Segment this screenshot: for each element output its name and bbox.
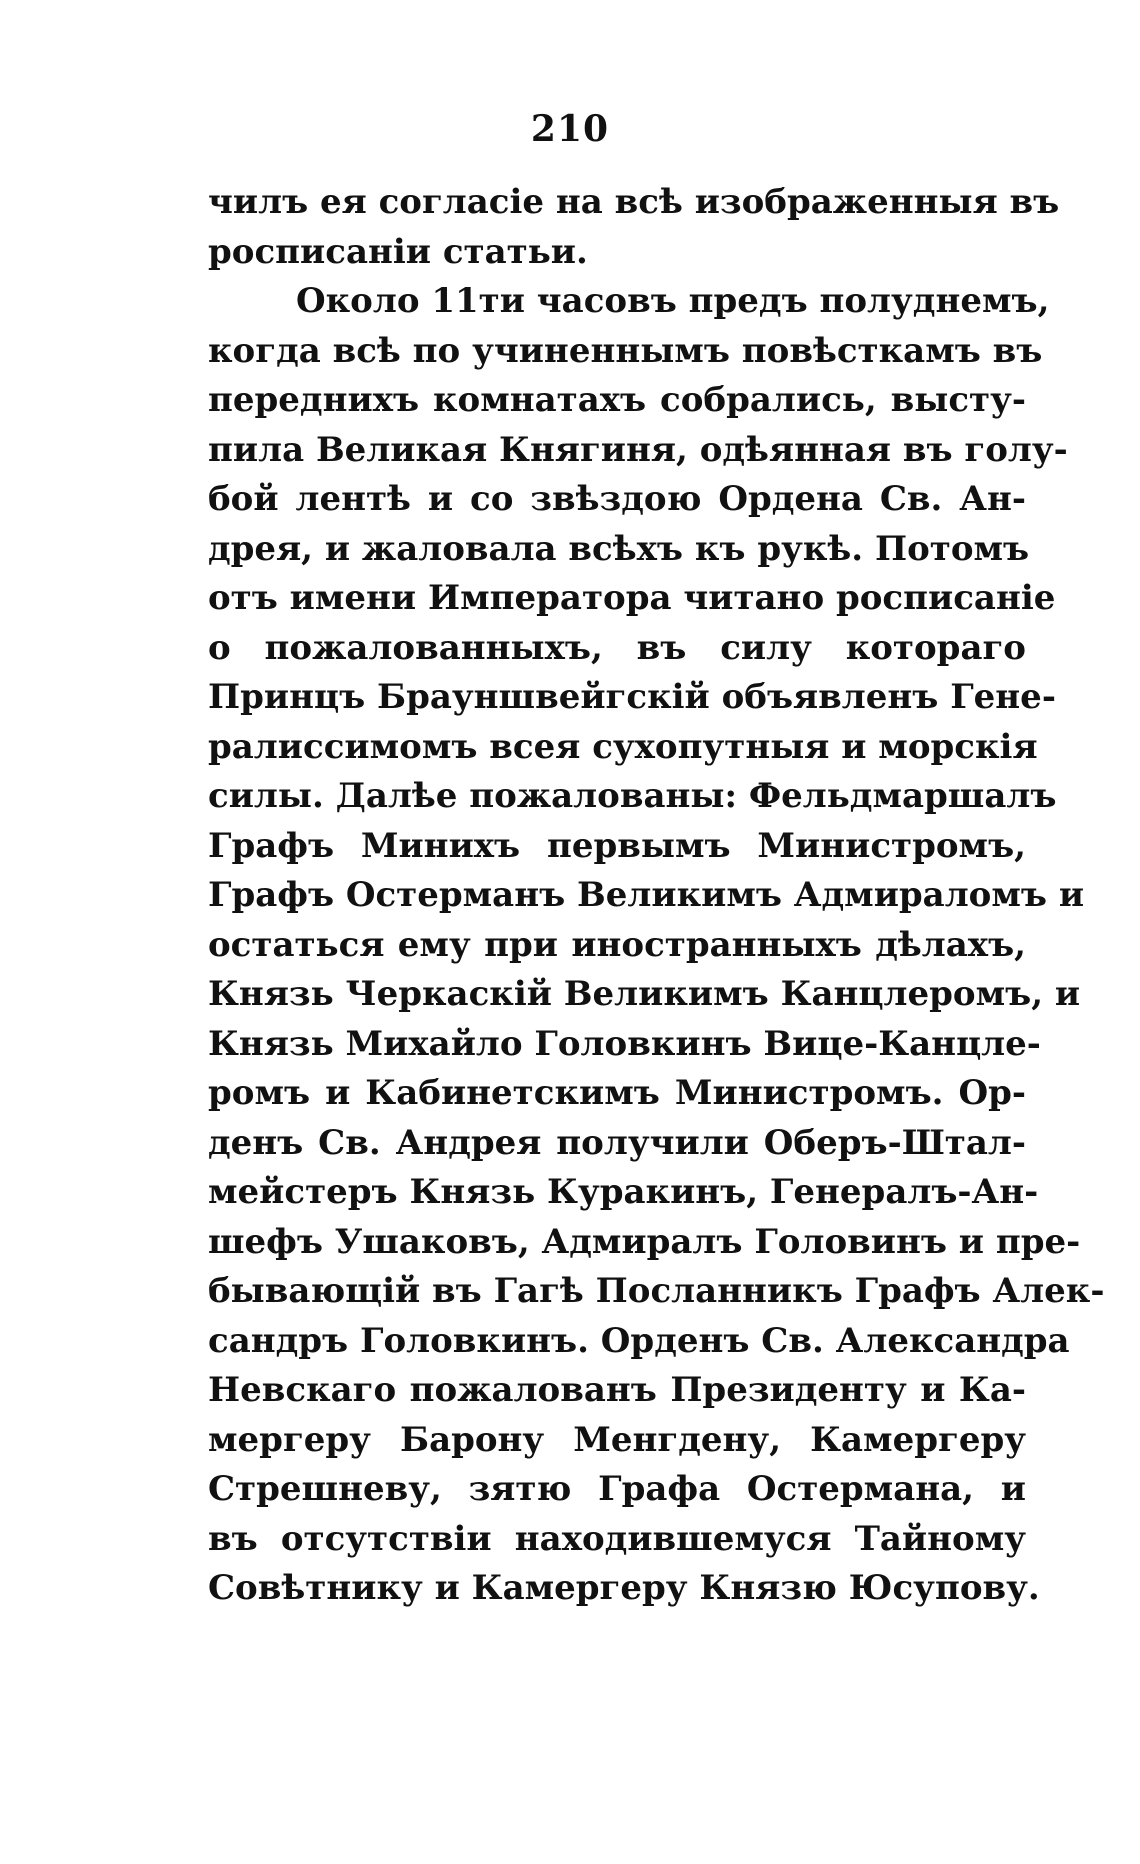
text-line: ромъ и Кабинетскимъ Министромъ. Ор- <box>208 1073 1026 1113</box>
body-text <box>208 178 1105 1614</box>
text-line: мергеру Барону Менгдену, Камергеру <box>208 1419 1026 1460</box>
text-line: Стрешневу, зятю Графа Остермана, и <box>208 1469 1026 1509</box>
text-line: мейстеръ Князь Куракинъ, Генералъ-Ан- <box>208 1172 1039 1212</box>
text-line: Графъ Остерманъ Великимъ Адмираломъ и <box>208 875 1085 915</box>
page-number: 210 <box>530 108 610 150</box>
text-line: Совѣтнику и Камергеру Князю Юсупову. <box>208 1568 1040 1608</box>
text-line: ралиссимомъ всея сухопутныя и морскія <box>208 726 1038 767</box>
text-line: денъ Св. Андрея получили Оберъ-Штал- <box>208 1122 1026 1163</box>
text-line: отъ имени Императора читано росписаніе <box>208 578 1056 618</box>
text-line: Около 11ти часовъ предъ полуднемъ, <box>296 281 1050 321</box>
text-line: остаться ему при иностранныхъ дѣлахъ, <box>208 924 1026 965</box>
text-line: бой лентѣ и со звѣздою Ордена Св. Ан- <box>208 479 1026 519</box>
text-line: чилъ ея согласіе на всѣ изображенныя въ <box>208 182 1060 222</box>
text-line: о пожалованныхъ, въ силу котораго <box>208 627 1026 668</box>
text-line: силы. Далѣе пожалованы: Фельдмаршалъ <box>208 776 1057 816</box>
text-line: дрея, и жаловала всѣхъ къ рукѣ. Потомъ <box>208 528 1030 569</box>
text-line: когда всѣ по учиненнымъ повѣсткамъ въ <box>208 330 1043 371</box>
text-line: въ отсутствіи находившемуся Тайному <box>208 1518 1026 1559</box>
text-line: Князь Черкаскій Великимъ Канцлеромъ, и <box>208 974 1081 1014</box>
text-line: Князь Михайло Головкинъ Вице-Канцле- <box>208 1023 1041 1064</box>
text-line: росписаніи статьи. <box>208 231 588 272</box>
text-line: переднихъ комнатахъ собрались, высту- <box>208 380 1026 420</box>
text-line: пила Великая Княгиня, одѣянная въ голу- <box>208 429 1068 470</box>
text-line: сандръ Головкинъ. Орденъ Св. Александра <box>208 1320 1070 1361</box>
text-line: Графъ Минихъ первымъ Министромъ, <box>208 825 1026 866</box>
text-line: Невскаго пожалованъ Президенту и Ка- <box>208 1370 1026 1410</box>
text-line: шефъ Ушаковъ, Адмиралъ Головинъ и пре- <box>208 1221 1081 1262</box>
text-line: бывающій въ Гагѣ Посланникъ Графъ Алек- <box>208 1271 1105 1311</box>
text-line: Принцъ Брауншвейгскій объявленъ Гене- <box>208 677 1056 717</box>
